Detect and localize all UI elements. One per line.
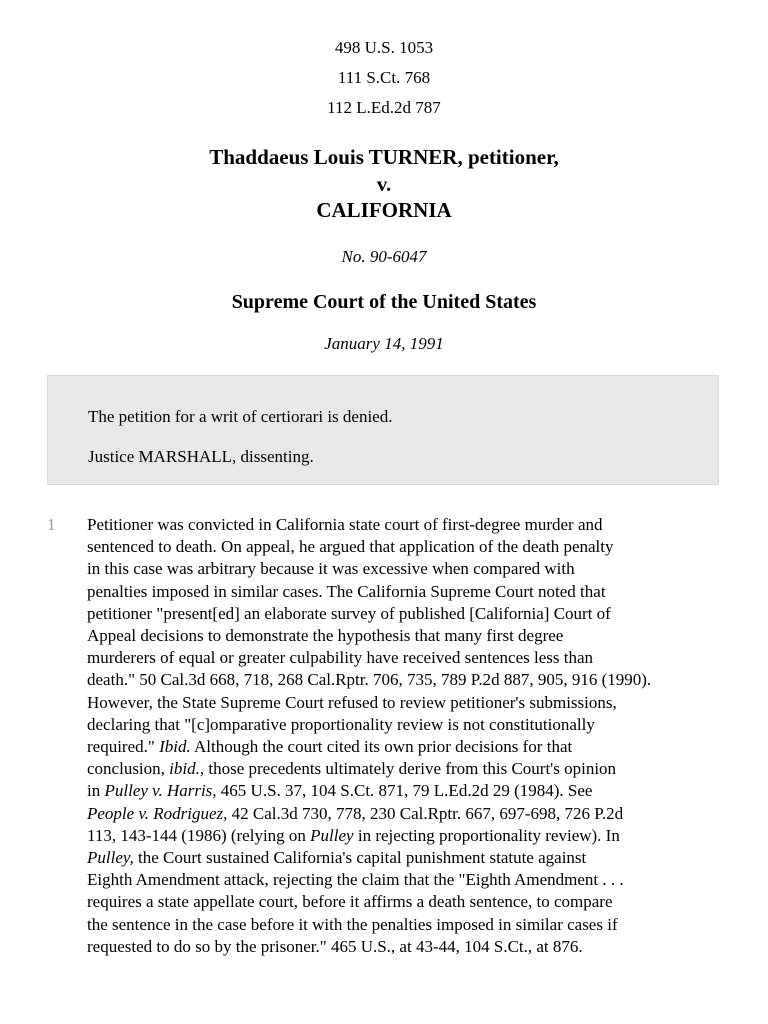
text-run: petitioner "present[ed] an elaborate survey of published [California] Court of [87, 603, 611, 623]
text-run: death." 50 Cal.3d 668, 718, 268 Cal.Rptr. 706, 735, 789 P.2d 887, 905, 916 (1990). [87, 670, 652, 690]
paragraph-text [87, 514, 727, 958]
text-run: requires a state appellate court, before it affirms a death sentence, to compare [87, 892, 613, 912]
text-run: 465 U.S. 37, 104 S.Ct. 871, 79 L.Ed.2d 29 (1984). See [216, 781, 593, 801]
paragraph-line [87, 936, 727, 958]
paragraph-line [87, 714, 727, 736]
versus-label: v. [376, 172, 392, 196]
text-run: Eighth Amendment attack, rejecting the claim that the "Eighth Amendment . . . [87, 870, 624, 890]
text-run: 42 Cal.3d 730, 778, 230 Cal.Rptr. 667, 697-698, 726 P.2d [227, 803, 624, 823]
court-name: Supreme Court of the United States [231, 291, 537, 313]
text-run: in [87, 781, 105, 801]
italic-citation: Ibid. [159, 737, 191, 757]
paragraph-line [87, 825, 727, 847]
order-box [47, 375, 719, 485]
text-run: declaring that "[c]omparative proportionality review is not constitutionally [87, 714, 595, 734]
paragraph-line [87, 869, 727, 891]
text-run: the Court sustained California's capital punishment statute against [133, 848, 587, 868]
paragraph-line [87, 891, 727, 913]
paragraph-line [87, 514, 727, 536]
text-run: Although the court cited its own prior decisions for that [190, 737, 573, 757]
text-run: murderers of equal or greater culpability have received sentences less than [87, 648, 593, 668]
order-disposition: The petition for a writ of certiorari is denied. [88, 407, 393, 426]
docket-number: No. 90-6047 [341, 247, 427, 266]
case-caption [0, 144, 768, 224]
paragraph-line [87, 803, 727, 825]
paragraph-line [87, 847, 727, 869]
paragraph-line [87, 625, 727, 647]
citation-block [0, 33, 768, 123]
italic-citation: ibid., [169, 759, 205, 779]
paragraph-line [87, 669, 727, 691]
respondent-name: CALIFORNIA [316, 198, 452, 222]
text-run: requested to do so by the prisoner." 465 U.S., at 43-44, 104 S.Ct., at 876. [87, 936, 583, 956]
paragraph-line [87, 536, 727, 558]
supreme-court-reporter-citation: 111 S.Ct. 768 [337, 68, 431, 87]
paragraph-line [87, 558, 727, 580]
paragraph-number: 1 [47, 515, 56, 534]
paragraph-line [87, 736, 727, 758]
us-reports-citation: 498 U.S. 1053 [334, 38, 434, 57]
decision-date: January 14, 1991 [324, 334, 444, 353]
paragraph-line [87, 647, 727, 669]
petitioner-name: Thaddaeus Louis TURNER, petitioner, [209, 145, 559, 169]
text-run: conclusion, [87, 759, 170, 779]
text-run: required." [87, 737, 160, 757]
paragraph-line [87, 780, 727, 802]
text-run: Petitioner was convicted in California state court of first-degree murder and [87, 515, 603, 534]
italic-citation: Pulley [310, 825, 354, 845]
dissent-heading: Justice MARSHALL, dissenting. [88, 447, 314, 466]
text-run: those precedents ultimately derive from this Court's opinion [204, 759, 617, 779]
text-run: in this case was arbitrary because it was excessive when compared with [87, 559, 575, 579]
text-run: Appeal decisions to demonstrate the hypothesis that many first degree [87, 626, 564, 646]
text-run: the sentence in the case before it with the penalties imposed in similar cases if [87, 914, 618, 934]
text-run: penalties imposed in similar cases. The California Supreme Court noted that [87, 581, 606, 601]
paragraph-line [87, 603, 727, 625]
italic-citation: Pulley, [87, 848, 134, 868]
text-run: in rejecting proportionality review). In [353, 825, 620, 845]
paragraph-line [87, 581, 727, 603]
lawyers-edition-citation: 112 L.Ed.2d 787 [327, 98, 441, 117]
paragraph-line [87, 692, 727, 714]
text-run: However, the State Supreme Court refused to review petitioner's submissions, [87, 692, 617, 712]
text-run: 113, 143-144 (1986) (relying on [87, 825, 311, 845]
text-run: sentenced to death. On appeal, he argued that application of the death penalty [87, 537, 614, 557]
paragraph-line [87, 758, 727, 780]
italic-citation: People v. Rodriguez, [87, 803, 228, 823]
italic-citation: Pulley v. Harris, [104, 781, 217, 801]
paragraph-line [87, 914, 727, 936]
